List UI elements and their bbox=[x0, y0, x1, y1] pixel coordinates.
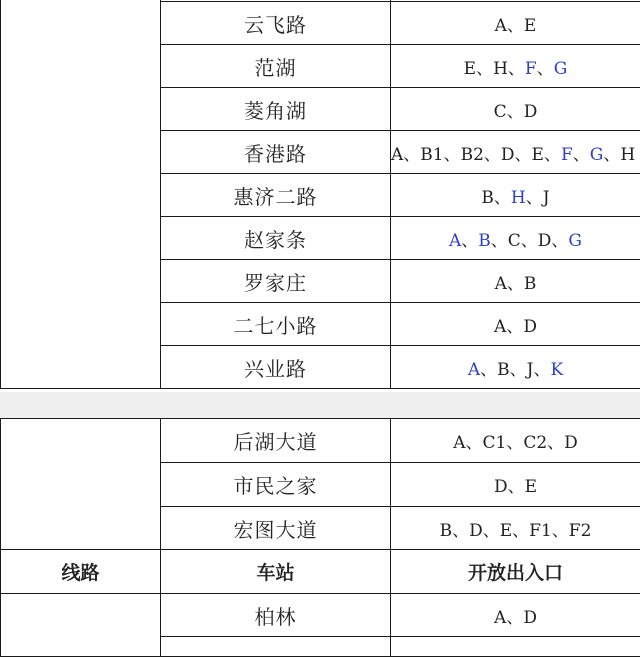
exit-separator: 、 bbox=[452, 521, 469, 541]
exit-label: B bbox=[481, 188, 494, 208]
exit-separator: 、 bbox=[512, 521, 529, 541]
exit-separator: 、 bbox=[551, 231, 568, 251]
exit-label: A bbox=[495, 274, 507, 294]
station-cell: 惠济二路 bbox=[161, 174, 391, 217]
exit-label: B bbox=[497, 360, 510, 380]
exits-cell bbox=[391, 303, 640, 346]
exit-label: B bbox=[478, 231, 491, 251]
exit-label: G bbox=[554, 59, 568, 79]
exit-label: D bbox=[494, 477, 508, 497]
exit-label: C1 bbox=[482, 433, 506, 453]
station-cell: 菱角湖 bbox=[161, 88, 391, 131]
exit-label: F2 bbox=[569, 521, 592, 541]
exit-label: A bbox=[391, 145, 403, 165]
exit-separator: 、 bbox=[494, 188, 511, 208]
line-cell bbox=[1, 594, 161, 657]
exit-table-part-2 bbox=[0, 418, 640, 657]
exit-label: D bbox=[523, 608, 537, 628]
exit-label: F bbox=[561, 145, 573, 165]
station-cell: 范湖 bbox=[161, 45, 391, 88]
exit-label: H bbox=[493, 59, 508, 79]
exit-label: D bbox=[524, 102, 538, 122]
exit-label: A bbox=[468, 360, 480, 380]
exit-label: A bbox=[449, 231, 461, 251]
exits-cell bbox=[391, 463, 640, 507]
exit-separator: 、 bbox=[491, 231, 508, 251]
exit-separator: 、 bbox=[510, 360, 527, 380]
exit-label: K bbox=[550, 360, 563, 380]
station-cell: 二七小路 bbox=[161, 303, 391, 346]
header-row bbox=[1, 550, 640, 594]
exit-separator: 、 bbox=[444, 145, 461, 165]
exit-label: A bbox=[495, 16, 507, 36]
exit-separator: 、 bbox=[544, 145, 561, 165]
station-cell: 市民之家 bbox=[161, 463, 391, 507]
exit-separator: 、 bbox=[465, 433, 482, 453]
exits-cell bbox=[391, 88, 640, 131]
exit-separator: 、 bbox=[480, 360, 497, 380]
exit-label: B2 bbox=[461, 145, 484, 165]
page-break-gap bbox=[0, 392, 640, 418]
exit-label: C bbox=[494, 102, 507, 122]
station-cell: 香港路 bbox=[161, 131, 391, 174]
station-cell: 柏林 bbox=[161, 594, 391, 637]
exits-cell bbox=[391, 174, 640, 217]
exit-separator: 、 bbox=[573, 145, 590, 165]
exit-separator: 、 bbox=[552, 521, 569, 541]
exit-label: F1 bbox=[529, 521, 552, 541]
exit-separator: 、 bbox=[403, 145, 420, 165]
exit-label: B1 bbox=[420, 145, 443, 165]
exit-label: J bbox=[527, 360, 534, 380]
station-cell: 赵家条 bbox=[161, 217, 391, 260]
exits-cell bbox=[391, 346, 640, 389]
exit-label: G bbox=[568, 231, 582, 251]
station-cell: 兴业路 bbox=[161, 346, 391, 389]
station-cell: 云飞路 bbox=[161, 2, 391, 45]
exit-label: J bbox=[543, 188, 550, 208]
exits-cell bbox=[391, 217, 640, 260]
exit-label: D bbox=[523, 317, 537, 337]
exit-separator: 、 bbox=[506, 317, 523, 337]
table-row bbox=[1, 594, 640, 637]
exits-cell bbox=[391, 45, 640, 88]
exit-separator: 、 bbox=[507, 16, 524, 36]
exit-label: C2 bbox=[523, 433, 547, 453]
exit-separator: 、 bbox=[507, 274, 524, 294]
exit-label: E bbox=[532, 145, 544, 165]
exit-separator: 、 bbox=[537, 59, 554, 79]
exits-cell bbox=[391, 131, 640, 174]
exit-separator: 、 bbox=[533, 360, 550, 380]
exits-cell bbox=[391, 260, 640, 303]
station-cell: 宏图大道 bbox=[161, 507, 391, 550]
exit-label: D bbox=[538, 231, 552, 251]
exit-separator: 、 bbox=[476, 59, 493, 79]
exit-separator: 、 bbox=[461, 231, 478, 251]
exit-label: G bbox=[590, 145, 604, 165]
exit-label: F bbox=[525, 59, 537, 79]
exit-label: A bbox=[453, 433, 465, 453]
header-station: 车站 bbox=[161, 550, 391, 594]
exit-separator: 、 bbox=[507, 102, 524, 122]
exit-separator: 、 bbox=[603, 145, 620, 165]
exit-label: B bbox=[440, 521, 453, 541]
exits-cell bbox=[391, 594, 640, 637]
exit-separator: 、 bbox=[547, 433, 564, 453]
exit-separator: 、 bbox=[484, 145, 501, 165]
exit-label: E bbox=[464, 59, 476, 79]
exit-separator: 、 bbox=[506, 433, 523, 453]
exit-label: E bbox=[524, 16, 536, 36]
exit-label: B bbox=[524, 274, 537, 294]
exit-label: D bbox=[501, 145, 515, 165]
station-cell: 罗家庄 bbox=[161, 260, 391, 303]
exit-label: C bbox=[508, 231, 521, 251]
header-line: 线路 bbox=[1, 550, 161, 594]
exit-separator: 、 bbox=[483, 521, 500, 541]
station-cell: 后湖大道 bbox=[161, 419, 391, 463]
header-exits: 开放出入口 bbox=[391, 550, 640, 594]
exit-label: A bbox=[494, 608, 506, 628]
exit-separator: 、 bbox=[508, 59, 525, 79]
line-cell bbox=[1, 419, 161, 550]
exit-separator: 、 bbox=[526, 188, 543, 208]
exit-separator: 、 bbox=[506, 608, 523, 628]
exit-label: D bbox=[469, 521, 483, 541]
exits-cell bbox=[391, 2, 640, 45]
exit-separator: 、 bbox=[508, 477, 525, 497]
exit-label: D bbox=[564, 433, 578, 453]
exits-cell bbox=[391, 419, 640, 463]
exit-separator: 、 bbox=[521, 231, 538, 251]
exit-label: E bbox=[525, 477, 537, 497]
line-cell bbox=[1, 0, 161, 389]
exit-separator: 、 bbox=[515, 145, 532, 165]
exit-label: H bbox=[620, 145, 635, 165]
exit-label: A bbox=[494, 317, 506, 337]
exit-label: E bbox=[500, 521, 512, 541]
exit-label: H bbox=[511, 188, 526, 208]
table-row bbox=[1, 419, 640, 463]
exits-cell bbox=[391, 507, 640, 550]
